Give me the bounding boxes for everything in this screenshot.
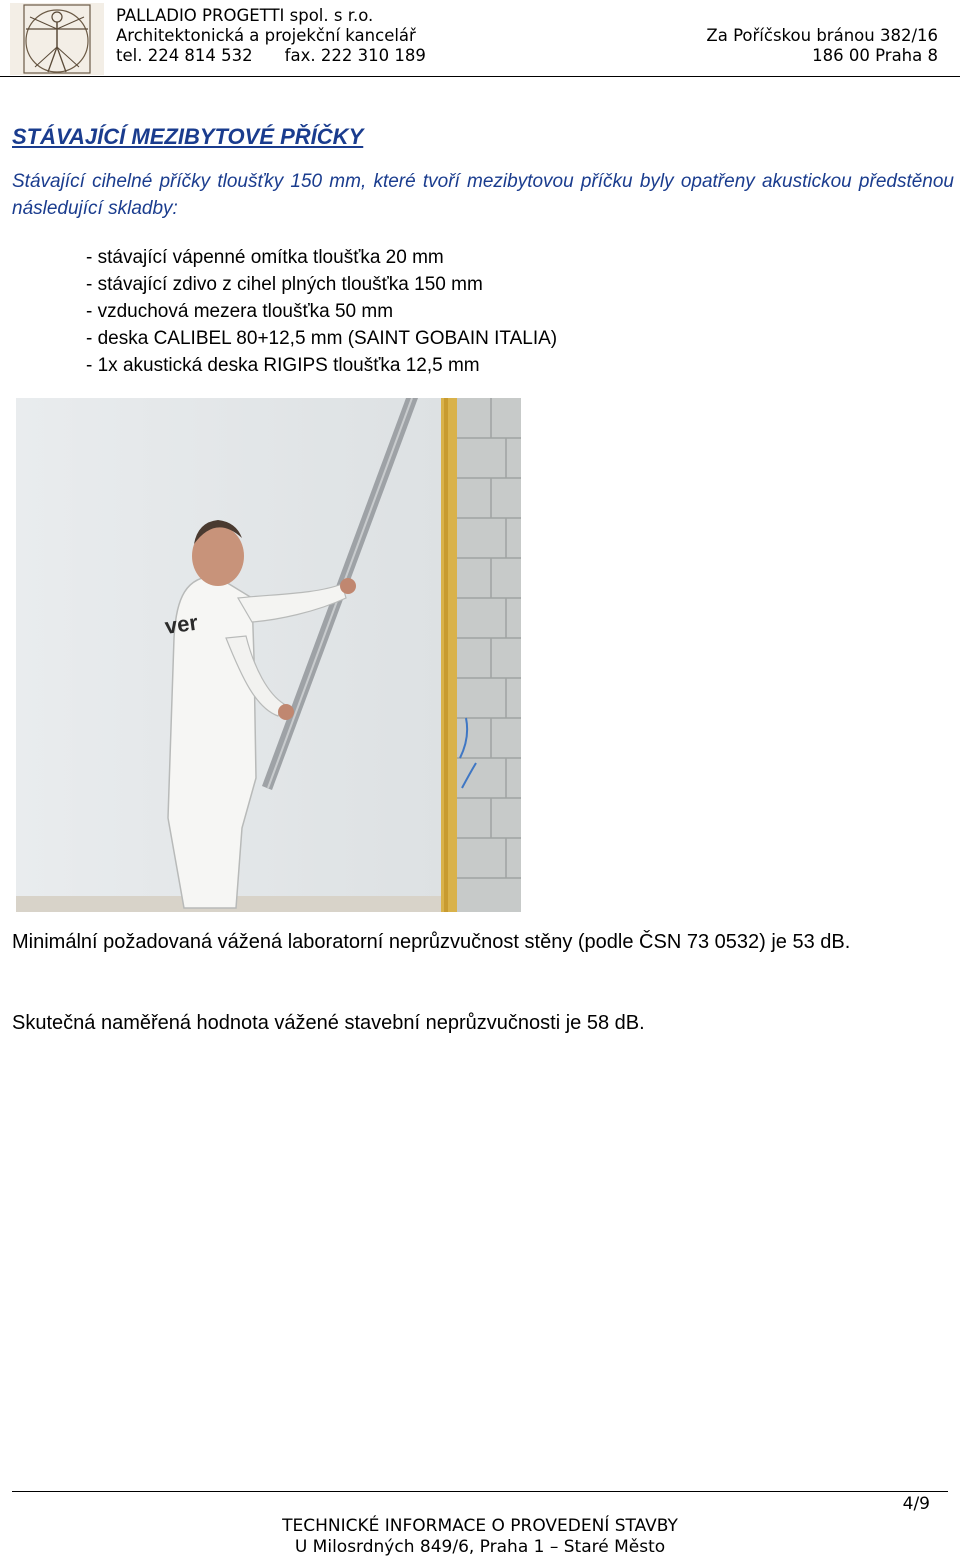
intro-paragraph: Stávající cihelné příčky tloušťky 150 mm, které tvoří mezibytovou příčku byly opatřeny akustickou předstěnou následující skladby: [12, 171, 954, 219]
result-paragraph: Skutečná naměřená hodnota vážené stavební neprůzvučnosti je 58 dB. [12, 1012, 645, 1034]
layer-item: - 1x akustická deska RIGIPS tloušťka 12,5 mm [86, 355, 480, 376]
layer-item: - stávající vápenné omítka tloušťka 20 mm [86, 247, 444, 268]
company-city: 186 00 Praha 8 [812, 46, 938, 65]
vitruvian-man-logo [10, 3, 104, 75]
company-fax: fax. 222 310 189 [284, 46, 426, 65]
company-name: PALLADIO PROGETTI spol. s r.o. [116, 6, 374, 25]
layer-item: - vzduchová mezera tloušťka 50 mm [86, 301, 394, 322]
construction-photo [16, 398, 521, 912]
footer-divider [12, 1491, 948, 1492]
footer-title: TECHNICKÉ INFORMACE O PROVEDENÍ STAVBY [282, 1516, 678, 1536]
company-phone: tel. 224 814 532 [116, 46, 253, 65]
layer-item: - deska CALIBEL 80+12,5 mm (SAINT GOBAIN ITALIA) [86, 328, 558, 349]
company-subtitle: Architektonická a projekční kancelář [116, 26, 416, 45]
company-contacts [116, 46, 426, 66]
requirement-paragraph: Minimální požadovaná vážená laboratorní neprůzvučnost stěny (podle ČSN 73 0532) je 53 dB. [12, 931, 851, 953]
company-street: Za Poříčskou bránou 382/16 [706, 26, 938, 45]
layers-list [86, 244, 557, 379]
layer-item: - stávající zdivo z cihel plných tloušťka 150 mm [86, 274, 483, 295]
header-address-block [706, 26, 938, 66]
page-number: 4/9 [902, 1494, 930, 1514]
header-divider [0, 76, 960, 77]
section-heading: STÁVAJÍCÍ MEZIBYTOVÉ PŘÍČKY [12, 124, 364, 149]
footer-address: U Milosrdných 849/6, Praha 1 – Staré Město [294, 1537, 666, 1557]
suit-logo-text: ver [163, 609, 200, 639]
header-company-block [116, 6, 426, 66]
